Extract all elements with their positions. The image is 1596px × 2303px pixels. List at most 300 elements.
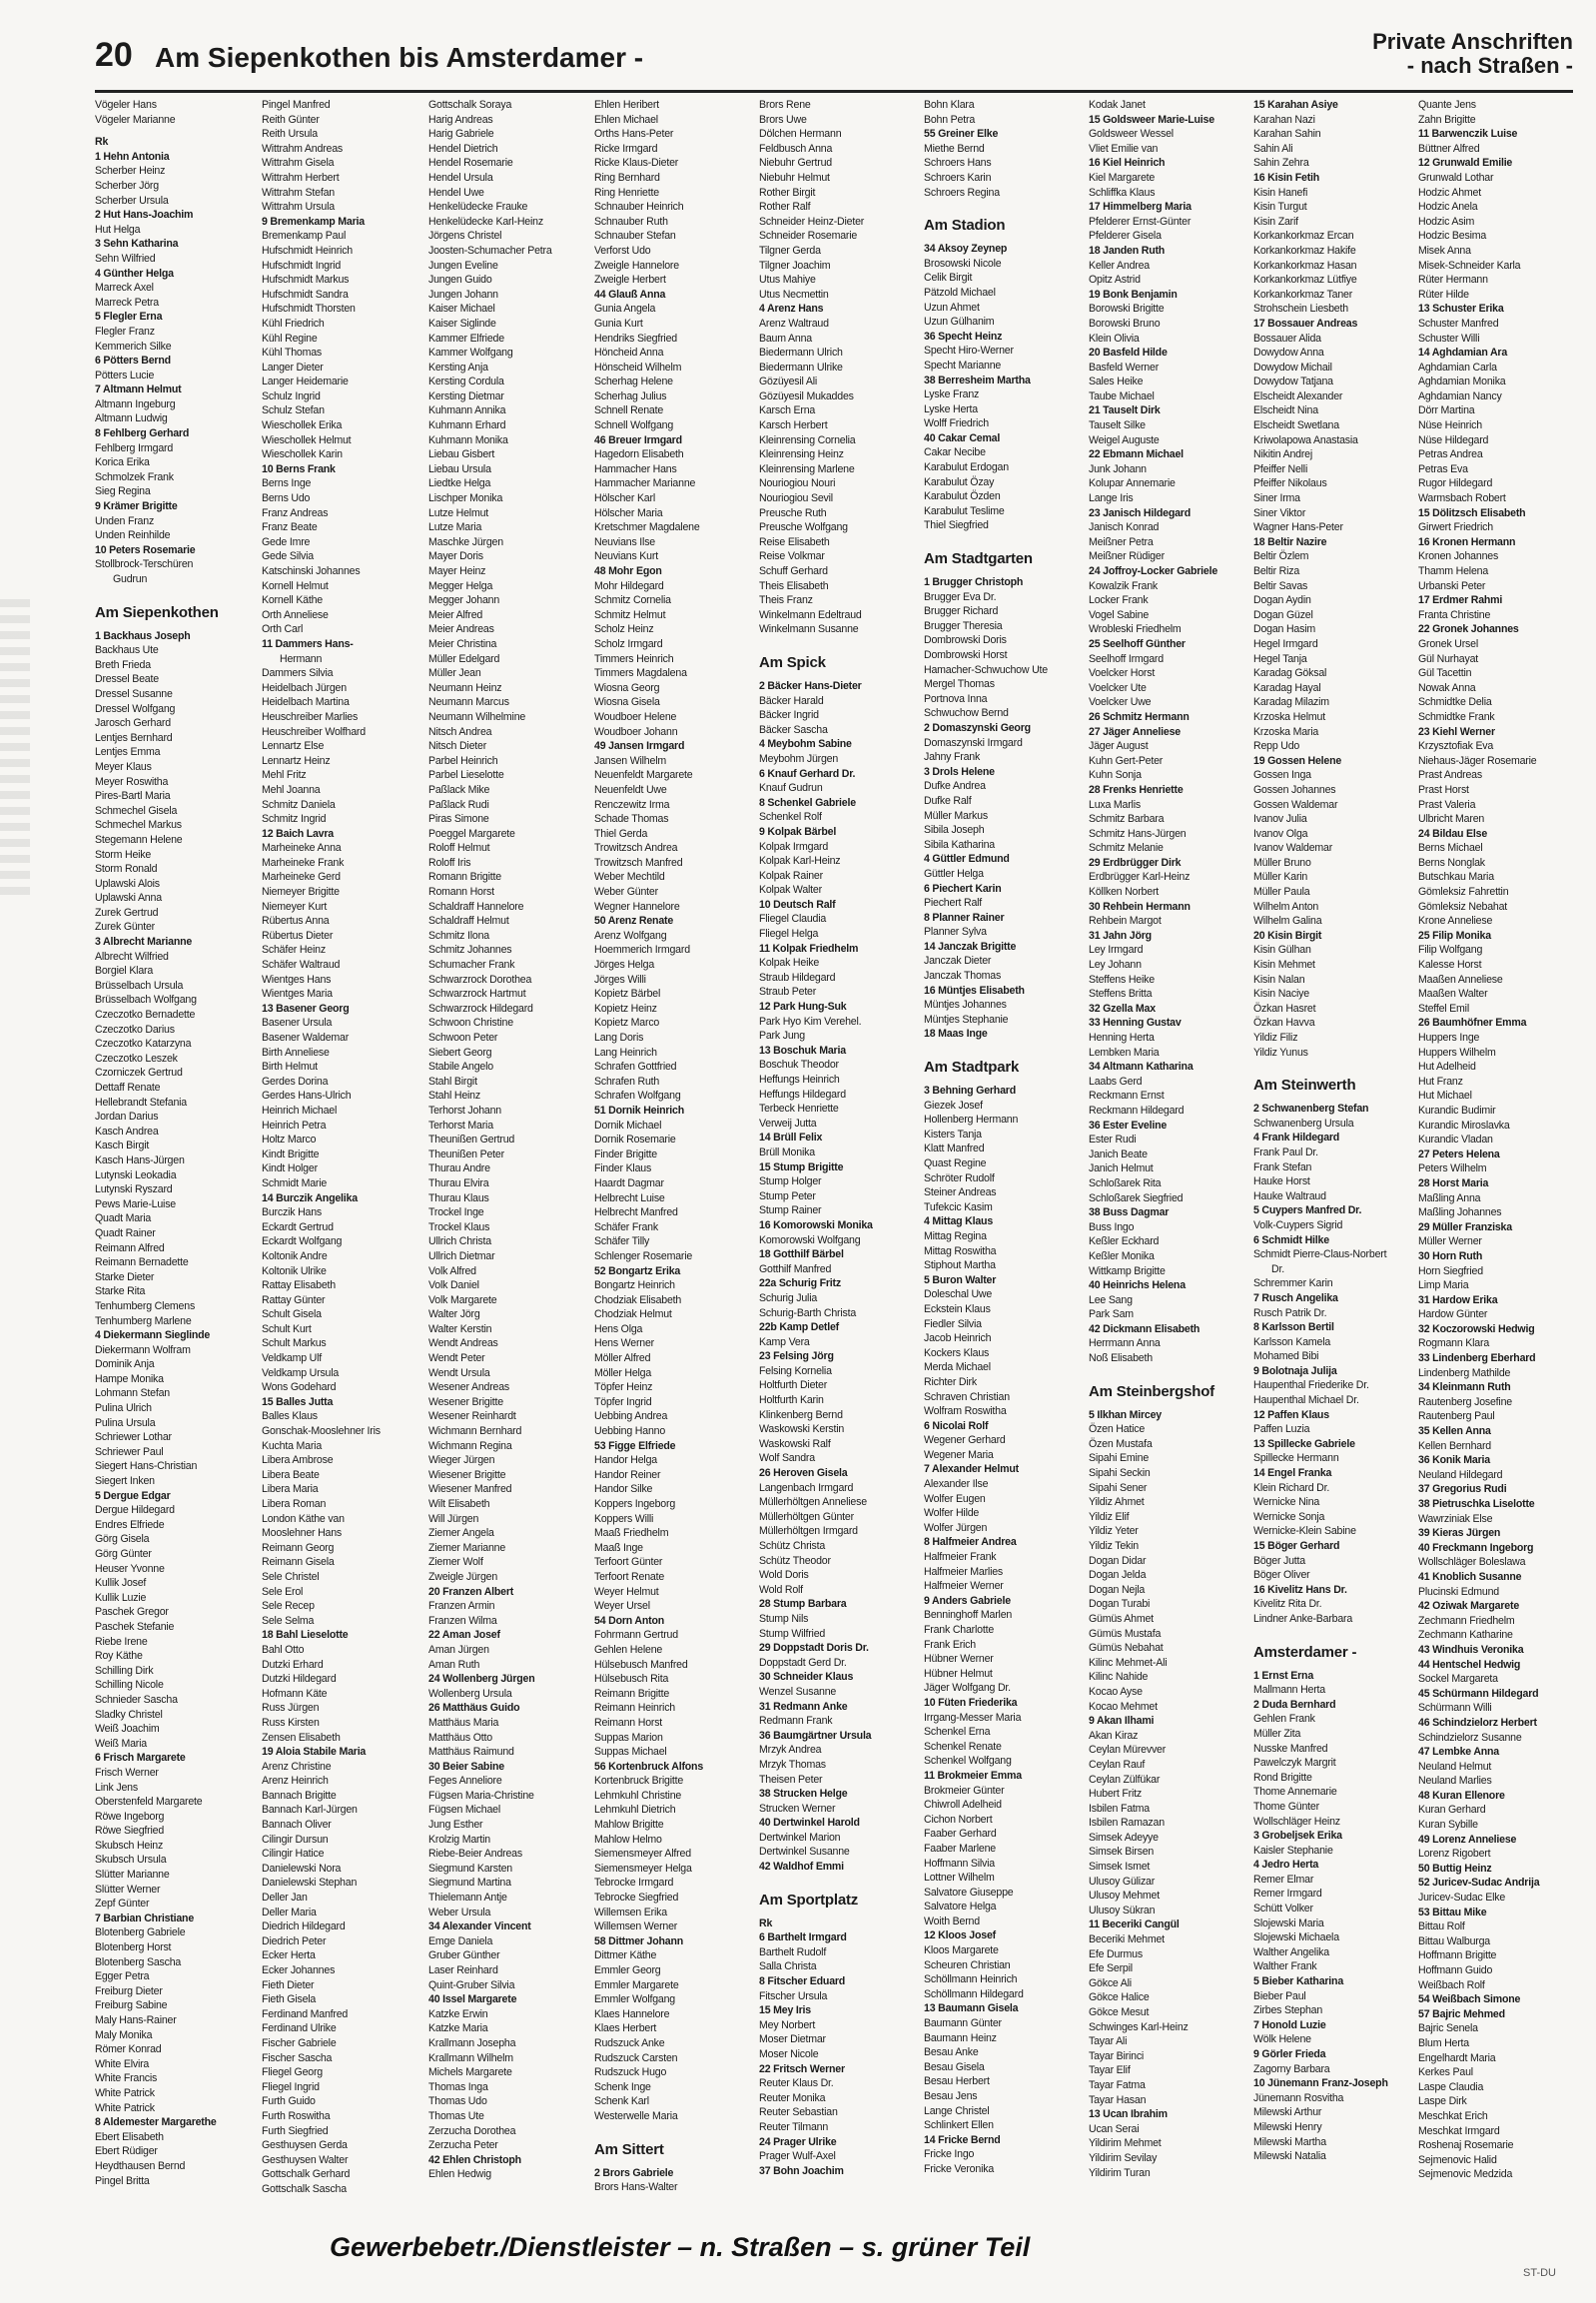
listing-entry: Zechmann Friedhelm — [1418, 1614, 1515, 1627]
listing-entry: Isbilen Fatma — [1089, 1802, 1150, 1815]
listing-entry: Wegener Gerhard — [924, 1434, 1006, 1447]
listing-entry: Meschkat Erich — [1418, 2109, 1488, 2122]
listing-entry: Wilhelm Galina — [1253, 915, 1322, 928]
listing-entry: 30 Schneider Klaus — [759, 1671, 854, 1684]
listing-entry: Thome Günter — [1253, 1800, 1319, 1813]
listing-entry: Laspe Dirk — [1418, 2095, 1467, 2108]
listing-entry: 7 Alexander Helmut — [924, 1463, 1019, 1476]
listing-entry: Scholz Irmgard — [594, 637, 663, 650]
listing-entry: 23 Kiehl Werner — [1418, 725, 1495, 738]
listing-entry: Tilgner Joachim — [759, 259, 831, 272]
listing-entry: Emmler Wolfgang — [594, 1993, 675, 2006]
listing-entry: Rautenberg Josefine — [1418, 1395, 1512, 1408]
listing-entry: Vogel Sabine — [1089, 608, 1150, 621]
listing-entry: Pfelderer Ernst-Günter — [1089, 215, 1192, 228]
listing-entry: Timmers Heinrich — [594, 652, 674, 665]
listing-entry: Stabile Angelo — [428, 1061, 493, 1074]
listing-entry: 44 Hentschel Hedwig — [1418, 1658, 1521, 1671]
listing-entry: Ehlen Heribert — [594, 99, 659, 111]
listing-entry: Janisch Konrad — [1089, 521, 1160, 534]
listing-entry: Roshenaj Rosemarie — [1418, 2139, 1514, 2152]
listing-entry: Besau Jens — [924, 2090, 978, 2102]
listing-entry: Meyer Roswitha — [95, 775, 169, 788]
listing-entry: Theunißen Peter — [428, 1148, 504, 1160]
listing-entry: Mergel Thomas — [924, 678, 995, 691]
listing-entry: Weiß Joachim — [95, 1723, 160, 1736]
listing-entry: Maly Monika — [95, 2028, 153, 2041]
listing-entry: Mehl Fritz — [262, 769, 307, 782]
listing-entry: 8 Halfmeier Andrea — [924, 1536, 1017, 1549]
listing-entry: Sahin Zehra — [1253, 157, 1309, 170]
listing-entry: 30 Horn Ruth — [1418, 1249, 1483, 1262]
listing-entry: Kleinrensing Heinz — [759, 448, 844, 461]
listing-entry: 48 Kuran Ellenore — [1418, 1789, 1505, 1802]
listing-entry: Storm Heike — [95, 848, 152, 861]
listing-entry: Maschke Jürgen — [428, 535, 503, 548]
listing-entry: 7 Altmann Helmut — [95, 384, 182, 396]
listing-entry: Blotenberg Sascha — [95, 1955, 182, 1968]
listing-entry: Schroers Regina — [924, 186, 1000, 199]
listing-entry: Hampe Monika — [95, 1372, 164, 1385]
listing-entry: Pingel Britta — [95, 2174, 150, 2187]
listing-entry: Veldkamp Ursula — [262, 1366, 340, 1379]
listing-entry: Neuland Helmut — [1418, 1760, 1492, 1773]
listing-entry: 5 Ilkhan Mircey — [1089, 1408, 1162, 1421]
listing-entry: Beltir Savas — [1253, 579, 1308, 592]
listing-entry: Uzun Ahmet — [924, 301, 980, 314]
listing-entry: 11 Barwenczik Luise — [1418, 128, 1518, 141]
listing-entry: Zurek Günter — [95, 921, 156, 934]
listing-entry: Hoffmann Silvia — [924, 1857, 995, 1870]
listing-entry: Lehmkuhl Dietrich — [594, 1804, 676, 1817]
listing-entry: Bannach Karl-Jürgen — [262, 1804, 358, 1817]
listing-entry: Kronen Johannes — [1418, 550, 1499, 563]
listing-entry: Zweigle Jürgen — [428, 1570, 498, 1583]
listing-entry: Langer Heidemarie — [262, 376, 349, 388]
listing-entry: Barthelt Rudolf — [759, 1945, 827, 1958]
listing-entry: Özkan Hasret — [1253, 1002, 1316, 1015]
listing-entry: Marreck Axel — [95, 282, 154, 295]
listing-entry: Thamm Helena — [1418, 565, 1489, 577]
listing-entry: 9 Akan Ilhami — [1089, 1715, 1155, 1728]
listing-entry: Jörges Willi — [594, 973, 646, 986]
listing-entry: Albrecht Wilfried — [95, 950, 169, 963]
listing-entry: Pires-Bartl Maria — [95, 790, 171, 803]
listing-entry: 25 Filip Monika — [1418, 929, 1491, 942]
listing-entry: Fügsen Maria-Christine — [428, 1789, 534, 1802]
listing-entry: Bäcker Sascha — [759, 723, 828, 736]
listing-entry: Finder Klaus — [594, 1162, 652, 1175]
listing-entry: Schindzielorz Susanne — [1418, 1731, 1522, 1744]
listing-entry: Meißner Rüdiger — [1089, 550, 1165, 563]
listing-entry: Steffens Heike — [1089, 973, 1155, 986]
listing-entry: 16 Kisin Fetih — [1253, 171, 1320, 184]
listing-entry: Rudszuck Hugo — [594, 2066, 667, 2079]
listing-entry: Wolfer Hilde — [924, 1507, 980, 1520]
listing-entry: Walter Kerstin — [428, 1322, 492, 1335]
listing-entry: Hagedorn Elisabeth — [594, 448, 684, 461]
listing-entry: Hammacher Marianne — [594, 477, 696, 490]
listing-entry: 26 Matthäus Guido — [428, 1702, 520, 1715]
listing-entry: Karahan Sahin — [1253, 128, 1321, 141]
listing-entry: Jünemann Rosvitha — [1253, 2091, 1344, 2104]
listing-entry: Wittrahm Ursula — [262, 201, 335, 214]
listing-entry: 45 Schürmann Hildegard — [1418, 1687, 1539, 1700]
listing-entry: Wegener Maria — [924, 1448, 994, 1461]
listing-entry: Schurig Julia — [759, 1291, 818, 1304]
listing-entry: Neuenfeldt Uwe — [594, 783, 667, 796]
listing-entry: Petras Andrea — [1418, 448, 1483, 461]
listing-entry: Kisin Naciye — [1253, 988, 1309, 1001]
listing-entry: Korkankorkmaz Ercan — [1253, 230, 1354, 243]
listing-entry: Neumann Marcus — [428, 696, 509, 709]
listing-entry: Dertwinkel Marion — [759, 1831, 841, 1844]
listing-entry: Wendt Peter — [428, 1352, 485, 1365]
listing-entry: Fieth Dieter — [262, 1978, 315, 1991]
listing-entry: Rehbein Margot — [1089, 915, 1162, 928]
listing-entry: Schloßarek Rita — [1089, 1176, 1162, 1189]
listing-entry: Büttner Alfred — [1418, 142, 1480, 155]
listing-entry: Schaldraff Helmut — [428, 915, 509, 928]
listing-entry: Krolzig Martin — [428, 1833, 490, 1846]
listing-entry: Hut Michael — [1418, 1090, 1472, 1103]
listing-entry: 2 Hut Hans-Joachim — [95, 209, 194, 222]
listing-entry: Schraven Christian — [924, 1390, 1010, 1403]
listing-entry: Zagorny Barbara — [1253, 2062, 1330, 2075]
listing-entry: Sibila Katharina — [924, 838, 996, 851]
listing-column-7 — [1089, 98, 1248, 2225]
listing-entry: Schwoon Christine — [428, 1017, 513, 1030]
listing-entry: Heinrich Michael — [262, 1104, 338, 1117]
listing-entry: Quante Jens — [1418, 99, 1476, 111]
listing-entry: Schroers Hans — [924, 157, 992, 170]
listing-entry: Sele Recep — [262, 1600, 315, 1613]
listing-entry: Eckardt Gertrud — [262, 1220, 334, 1233]
listing-entry: Aghdamian Monika — [1418, 376, 1506, 388]
listing-entry: 34 Aksoy Zeynep — [924, 243, 1008, 256]
listing-entry: 14 Engel Franka — [1253, 1467, 1332, 1480]
listing-entry: Misek-Schneider Karla — [1418, 259, 1521, 272]
listing-entry: Kolpak Irmgard — [759, 840, 829, 853]
listing-entry: Mallmann Herta — [1253, 1684, 1325, 1697]
listing-entry: Schenkel Renate — [924, 1740, 1002, 1753]
listing-entry: Paßlack Rudi — [428, 798, 489, 811]
listing-entry: Müllerhöltgen Anneliese — [759, 1496, 867, 1509]
listing-entry: Dogan Güzel — [1253, 608, 1313, 621]
listing-entry: Lorenz Rigobert — [1418, 1848, 1491, 1861]
listing-entry: Meybohm Jürgen — [759, 752, 839, 765]
listing-entry: 10 Deutsch Ralf — [759, 898, 836, 911]
listing-entry: Dogan Jelda — [1089, 1569, 1147, 1582]
listing-entry: Ullrich Christa — [428, 1235, 491, 1248]
listing-entry: Gömleksiz Nebahat — [1418, 900, 1508, 913]
listing-entry: Handor Helga — [594, 1454, 657, 1467]
listing-entry: Kemmerich Silke — [95, 340, 172, 353]
listing-entry: Dowydow Tatjana — [1253, 376, 1333, 388]
listing-entry: Felsing Kornelia — [759, 1364, 832, 1377]
listing-entry: Utus Necmettin — [759, 288, 829, 301]
listing-entry: Kornell Helmut — [262, 579, 329, 592]
listing-entry: 33 Lindenberg Eberhard — [1418, 1352, 1536, 1365]
listing-entry: Jungen Guido — [428, 274, 492, 287]
listing-entry: Walter Jörg — [428, 1308, 480, 1321]
listing-entry: Dressel Susanne — [95, 687, 173, 700]
listing-entry: Planner Sylva — [924, 926, 987, 939]
listing-entry: 30 Rehbein Hermann — [1089, 900, 1191, 913]
listing-entry: 8 Aldemester Margarethe — [95, 2116, 217, 2129]
listing-entry: Efe Durmus — [1089, 1947, 1143, 1960]
listing-entry: Siegmund Martina — [428, 1877, 511, 1890]
listing-entry: Stahl Birgit — [428, 1075, 477, 1088]
listing-entry: Gümüs Mustafa — [1089, 1627, 1162, 1640]
listing-entry: 4 Diekermann Sieglinde — [95, 1329, 211, 1342]
listing-entry: Blum Herta — [1418, 2036, 1469, 2049]
listing-entry: Tenhumberg Marlene — [95, 1314, 192, 1327]
listing-entry: Pfeiffer Nikolaus — [1253, 477, 1327, 490]
listing-entry: Mohamed Bibi — [1253, 1350, 1319, 1363]
listing-entry: Wieschollek Helmut — [262, 433, 352, 446]
listing-entry: Meier Christina — [428, 637, 497, 650]
listing-entry: Rusch Patrik Dr. — [1253, 1306, 1327, 1319]
listing-entry: Kolpak Karl-Heinz — [759, 855, 841, 868]
listing-entry: Spillecke Hermann — [1253, 1452, 1339, 1465]
listing-entry: 36 Konik Maria — [1418, 1454, 1490, 1467]
listing-entry: 36 Baumgärtner Ursula — [759, 1729, 872, 1742]
listing-entry: Wittrahm Gisela — [262, 157, 335, 170]
listing-entry: Grunwald Lothar — [1418, 171, 1494, 184]
street-heading: Am Stadtgarten — [924, 550, 1033, 568]
listing-entry — [924, 200, 1084, 208]
listing-entry: Thielemann Antje — [428, 1892, 507, 1905]
listing-entry: Reimann Georg — [262, 1541, 335, 1554]
listing-entry: Kivelitz Rita Dr. — [1253, 1598, 1322, 1611]
listing-entry: Ricke Irmgard — [594, 142, 658, 155]
listing-entry: Piras Simone — [428, 813, 489, 826]
listing-entry: 28 Stump Barbara — [759, 1598, 847, 1611]
listing-entry: Kisin Turgut — [1253, 201, 1307, 214]
listing-entry: Pawelczyk Margrit — [1253, 1757, 1336, 1770]
listing-entry: Doleschal Uwe — [924, 1288, 993, 1301]
listing-entry: Rother Birgit — [759, 186, 816, 199]
listing-entry — [759, 637, 919, 645]
listing-entry: Kuhn Sonja — [1089, 769, 1142, 782]
listing-entry: Wiosna Gisela — [594, 696, 660, 709]
listing-entry: Flegler Franz — [95, 325, 155, 338]
listing-entry: Gül Nurhayat — [1418, 652, 1479, 665]
listing-entry: Korkankorkmaz Taner — [1253, 288, 1353, 301]
listing-entry: Schrafen Ruth — [594, 1075, 660, 1088]
listing-entry: Jung Esther — [428, 1819, 483, 1832]
listing-entry: 16 Kronen Hermann — [1418, 535, 1516, 548]
listing-entry: Preusche Wolfgang — [759, 521, 848, 534]
listing-entry: Knauf Gudrun — [759, 782, 823, 795]
listing-entry: 10 Füten Friederika — [924, 1696, 1018, 1709]
listing-entry: 9 Bremenkamp Maria — [262, 215, 365, 228]
listing-entry: Lindenberg Mathilde — [1418, 1366, 1511, 1379]
listing-entry: Ulusoy Mehmet — [1089, 1890, 1160, 1903]
listing-entry: Kuhmann Erhard — [428, 419, 506, 432]
listing-entry: Weiß Maria — [95, 1737, 147, 1750]
listing-entry: Schneider Rosemarie — [759, 230, 858, 243]
listing-entry: Kilinc Nahide — [1089, 1671, 1149, 1684]
listing-entry: Kaisler Stephanie — [1253, 1844, 1333, 1857]
listing-entry: Moser Nicole — [759, 2048, 819, 2060]
listing-entry: Utus Mahiye — [759, 274, 816, 287]
listing-entry: Slütter Werner — [95, 1883, 161, 1896]
listing-entry: Fischer Gabriele — [262, 2036, 337, 2049]
listing-entry: Bahl Otto — [262, 1643, 305, 1656]
listing-entry: Sieg Regina — [95, 485, 151, 498]
listing-entry: Hollenberg Hermann — [924, 1114, 1019, 1127]
listing-entry: Frank Charlotte — [924, 1624, 995, 1636]
listing-entry: Krone Anneliese — [1418, 915, 1493, 928]
listing-entry: Kasch Andrea — [95, 1125, 159, 1138]
listing-entry: Strucken Werner — [759, 1802, 836, 1815]
listing-entry: 14 Burczik Angelika — [262, 1191, 358, 1204]
listing-entry: Hardow Günter — [1418, 1308, 1488, 1321]
listing-entry: Kisin Zarif — [1253, 215, 1298, 228]
listing-entry: Schumacher Frank — [428, 959, 515, 972]
listing-entry: Specht Marianne — [924, 359, 1002, 372]
listing-entry: Ferdinand Ulrike — [262, 2022, 337, 2035]
listing-entry: Heuser Yvonne — [95, 1562, 165, 1575]
listing-entry: Sibila Joseph — [924, 824, 985, 837]
listing-entry: Reise Volkmar — [759, 550, 825, 563]
listing-entry: Karahan Nazi — [1253, 113, 1315, 126]
listing-entry: Schremmer Karin — [1253, 1277, 1333, 1290]
listing-entry: Ziemer Wolf — [428, 1556, 483, 1569]
listing-entry: Beceriki Mehmet — [1089, 1933, 1165, 1946]
listing-entry: Yildiz Filiz — [1253, 1032, 1298, 1044]
listing-entry: Huppers Inge — [1418, 1032, 1480, 1044]
listing-entry: Kasch Birgit — [95, 1140, 150, 1152]
listing-entry: Libera Beate — [262, 1468, 320, 1481]
listing-entry: Helbrecht Manfred — [594, 1206, 678, 1219]
listing-entry: Domaszynski Irmgard — [924, 736, 1023, 749]
listing-entry: 38 Strucken Helge — [759, 1788, 848, 1801]
listing-entry: Fügsen Michael — [428, 1804, 500, 1817]
listing-entry: Reimann Horst — [594, 1716, 663, 1729]
listing-entry: Elscheidt Nina — [1253, 404, 1318, 417]
listing-entry: Schade Thomas — [594, 813, 669, 826]
listing-entry: Gede Imre — [262, 535, 311, 548]
listing-entry: Schenkel Wolfgang — [924, 1755, 1012, 1768]
listing-entry: Kurandic Vladan — [1418, 1134, 1493, 1147]
listing-entry: 22b Kamp Detlef — [759, 1321, 840, 1334]
listing-entry: Mrzyk Thomas — [759, 1758, 826, 1771]
listing-entry: Yildiz Ahmet — [1089, 1496, 1145, 1509]
listing-entry: 8 Fehlberg Gerhard — [95, 427, 190, 440]
listing-entry: Dufke Andrea — [924, 780, 986, 793]
listing-entry: Wesener Brigitte — [428, 1395, 503, 1408]
listing-entry: 14 Brüll Felix — [759, 1132, 823, 1145]
listing-entry: Borowski Brigitte — [1089, 303, 1165, 316]
listing-entry: Limp Maria — [1418, 1279, 1469, 1292]
listing-entry: Gossen Inga — [1253, 769, 1311, 782]
listing-entry: Tauselt Silke — [1089, 419, 1146, 432]
listing-entry: Cilingir Dursun — [262, 1833, 329, 1846]
listing-entry: 42 Oziwak Margarete — [1418, 1600, 1520, 1613]
listing-entry: Berns Michael — [1418, 842, 1483, 855]
listing-entry: Dogan Hasim — [1253, 623, 1315, 636]
listing-entry: 6 Knauf Gerhard Dr. — [759, 767, 856, 780]
listing-entry: Kolpak Rainer — [759, 869, 823, 882]
listing-entry: 4 Frank Hildegard — [1253, 1132, 1340, 1145]
listing-entry: Kodak Janet — [1089, 99, 1146, 111]
listing-entry: Trockel Klaus — [428, 1220, 490, 1233]
listing-entry: Giezek Josef — [924, 1099, 983, 1112]
listing-entry: Gruber Günther — [428, 1949, 500, 1962]
listing-entry: Misek Anna — [1418, 244, 1471, 257]
listing-entry: Park Sam — [1089, 1308, 1134, 1321]
header-rule — [95, 90, 1573, 93]
listing-entry: Starke Rita — [95, 1285, 146, 1298]
listing-entry: Dogan Nejla — [1089, 1583, 1146, 1596]
listing-entry: Jacob Heinrich — [924, 1332, 992, 1345]
listing-entry: Salla Christa — [759, 1960, 817, 1973]
listing-entry: Birth Anneliese — [262, 1046, 330, 1059]
listing-entry: Czeczotko Bernadette — [95, 1009, 196, 1022]
listing-entry: Gökce Halice — [1089, 1991, 1150, 2004]
listing-entry: Jungen Eveline — [428, 259, 498, 272]
listing-entry: Gossen Johannes — [1253, 783, 1336, 796]
listing-entry: 22a Schurig Fritz — [759, 1277, 841, 1290]
listing-entry: Schäfer Heinz — [262, 944, 326, 957]
listing-entry: Hamacher-Schwuchow Ute — [924, 663, 1048, 676]
listing-entry: Hoffmann Guido — [1418, 1964, 1493, 1976]
listing-entry: Scherhag Julius — [594, 389, 667, 402]
listing-entry: Lang Heinrich — [594, 1046, 657, 1059]
listing-entry: Schroers Karin — [924, 171, 992, 184]
listing-entry: Klein Olivia — [1089, 332, 1140, 345]
listing-entry: Elscheidt Swetlana — [1253, 419, 1339, 432]
listing-entry: Reimann Brigitte — [594, 1687, 670, 1700]
page-number: 20 — [95, 36, 133, 74]
listing-entry: Müller Karin — [1253, 871, 1308, 884]
listing-entry: Meier Alfred — [428, 608, 483, 621]
listing-entry: Müller Bruno — [1253, 856, 1311, 869]
listing-entry: Reith Ursula — [262, 128, 318, 141]
listing-entry: Franzen Armin — [428, 1600, 495, 1613]
listing-entry: Maßling Anna — [1418, 1191, 1481, 1204]
listing-entry: 31 Redmann Anke — [759, 1700, 848, 1713]
listing-entry: Komorowski Wolfgang — [759, 1233, 861, 1246]
listing-entry: Quint-Gruber Silvia — [428, 1978, 515, 1991]
listing-entry: Yildiz Tekin — [1089, 1540, 1140, 1552]
listing-entry: Hoemmerich Irmgard — [594, 944, 690, 957]
listing-entry: Niebuhr Gertrud — [759, 157, 832, 170]
listing-entry: Schuster Willi — [1418, 332, 1480, 345]
listing-entry: Dombrowski Horst — [924, 649, 1008, 661]
listing-entry: 18 Beltir Nazire — [1253, 535, 1327, 548]
listing-entry: Libera Roman — [262, 1498, 327, 1510]
listing-entry: Brors Rene — [759, 99, 811, 111]
listing-entry: Müntjes Johannes — [924, 999, 1007, 1012]
listing-entry: 34 Alexander Vincent — [428, 1920, 531, 1933]
listing-entry: Zensen Elisabeth — [262, 1731, 341, 1744]
listing-entry: Celik Birgit — [924, 272, 973, 285]
listing-entry: 7 Rusch Angelika — [1253, 1291, 1338, 1304]
listing-entry: Reckmann Ernst — [1089, 1090, 1165, 1103]
listing-entry: Volk Margarete — [428, 1293, 497, 1306]
listing-entry: Engelhardt Maria — [1418, 2051, 1496, 2064]
listing-entry: Wendt Andreas — [428, 1337, 498, 1350]
listing-entry: 5 Buron Walter — [924, 1273, 997, 1286]
listing-entry: Remer Elmar — [1253, 1873, 1314, 1886]
listing-entry: Hönscheid Wilhelm — [594, 361, 682, 374]
listing-entry: Jordan Darius — [95, 1111, 159, 1124]
listing-entry: Gehlen Helene — [594, 1643, 663, 1656]
